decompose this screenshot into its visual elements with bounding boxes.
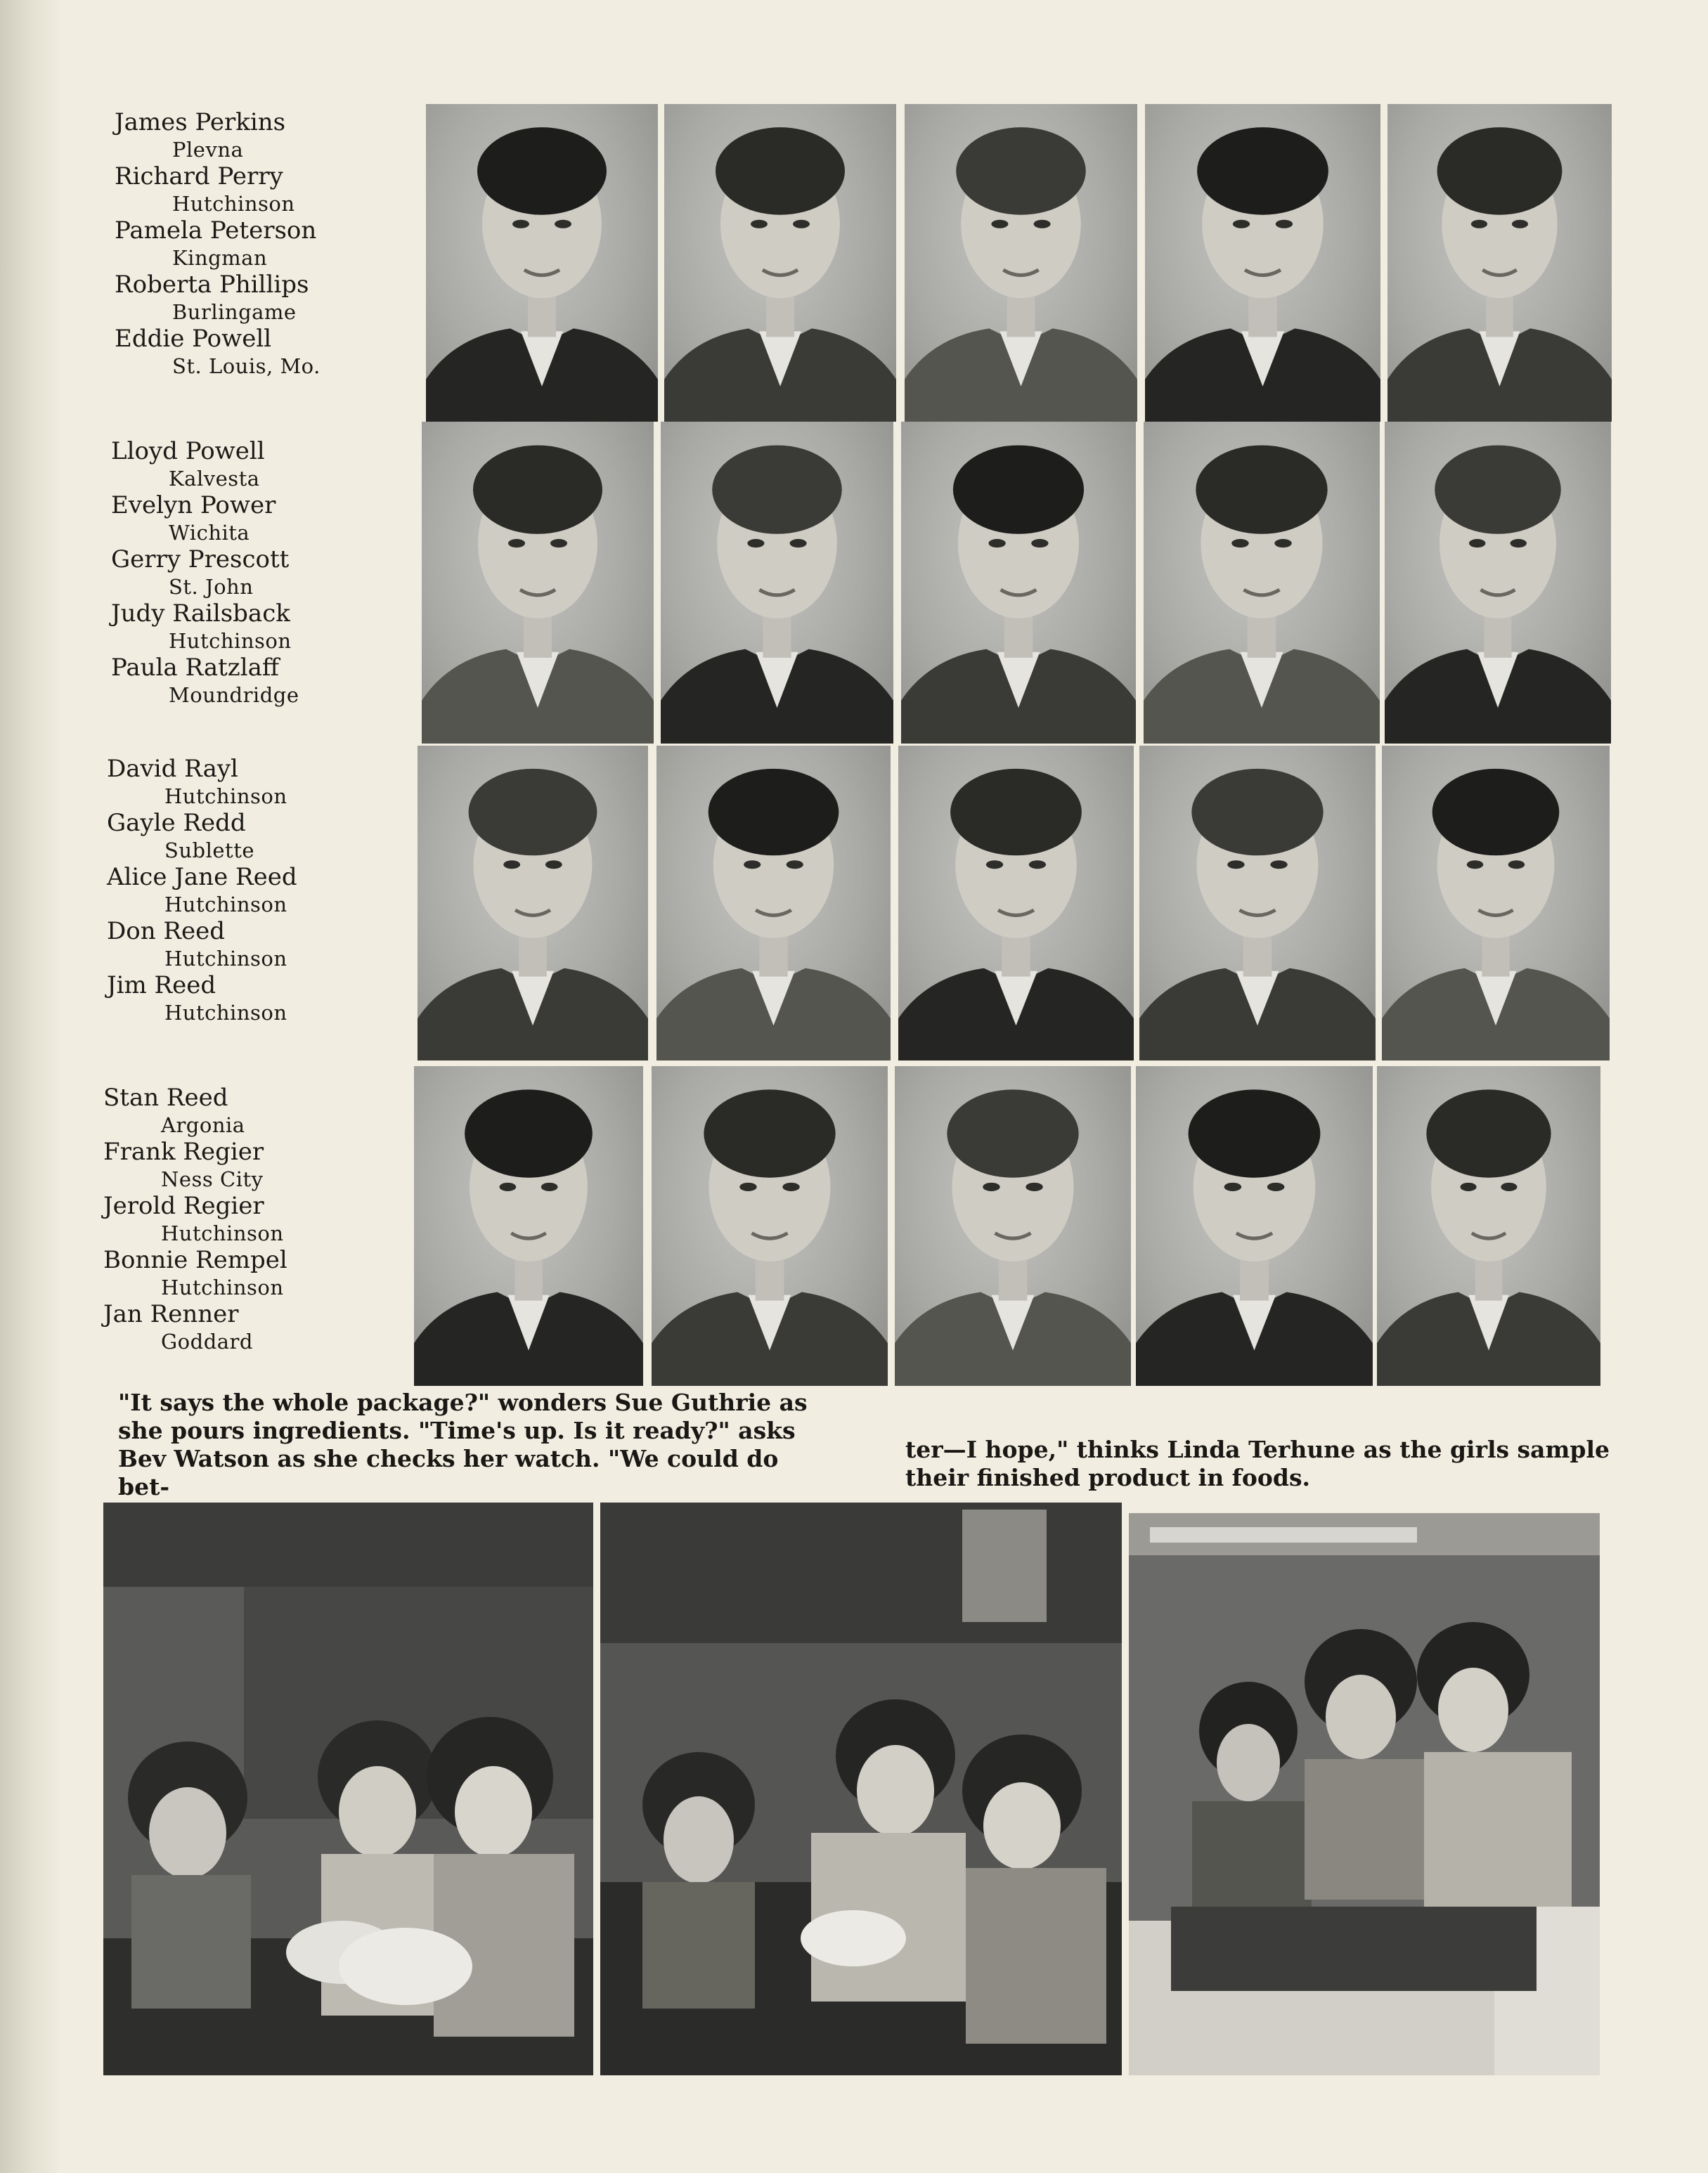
student-hometown: Goddard — [161, 1330, 253, 1354]
student-hometown: Wichita — [169, 521, 250, 545]
student-portrait — [426, 104, 658, 422]
student-name: David Rayl — [107, 755, 238, 783]
student-hometown: Hutchinson — [164, 1001, 287, 1025]
caption-line: "It says the whole package?" wonders Sue Guthrie as — [118, 1389, 808, 1416]
name-list-row-1 — [115, 109, 321, 380]
student-name: Judy Railsback — [111, 599, 290, 628]
student-name: Roberta Phillips — [115, 271, 309, 299]
student-portrait — [1377, 1066, 1600, 1386]
student-portrait — [901, 422, 1136, 744]
student-hometown: Hutchinson — [172, 192, 295, 216]
student-portrait — [418, 746, 648, 1060]
student-hometown: Plevna — [172, 138, 244, 162]
student-hometown: St. John — [169, 575, 254, 599]
student-hometown: Hutchinson — [164, 947, 287, 971]
student-name: Evelyn Power — [111, 491, 276, 519]
caption-line: their finished product in foods. — [905, 1464, 1311, 1491]
student-name: Gayle Redd — [107, 809, 246, 837]
student-name: Jim Reed — [107, 971, 216, 999]
student-name: Richard Perry — [115, 162, 283, 190]
student-portrait — [661, 422, 893, 744]
student-name: Pamela Peterson — [115, 216, 317, 245]
student-hometown: Moundridge — [169, 683, 299, 707]
student-name: Jan Renner — [103, 1300, 239, 1328]
student-portrait — [1385, 422, 1611, 744]
student-portrait — [1136, 1066, 1373, 1386]
candid-photo-timing — [600, 1503, 1122, 2075]
student-portrait — [1144, 422, 1380, 744]
student-name: Stan Reed — [103, 1084, 228, 1112]
student-hometown: Hutchinson — [161, 1221, 284, 1245]
student-name: James Perkins — [115, 108, 286, 136]
student-portrait — [414, 1066, 643, 1386]
student-name: Frank Regier — [103, 1138, 264, 1166]
student-portrait — [898, 746, 1134, 1060]
student-hometown: Sublette — [164, 838, 255, 862]
student-portrait — [652, 1066, 888, 1386]
caption-right — [905, 1436, 1615, 1492]
student-hometown: Burlingame — [172, 300, 297, 324]
student-hometown: Ness City — [161, 1167, 264, 1191]
student-portrait — [1145, 104, 1380, 422]
student-portrait — [1139, 746, 1376, 1060]
student-name: Paula Ratzlaff — [111, 654, 279, 682]
student-hometown: Hutchinson — [164, 893, 287, 916]
student-hometown: Hutchinson — [164, 784, 287, 808]
student-hometown: Kingman — [172, 246, 268, 270]
student-hometown: St. Louis, Mo. — [172, 354, 321, 378]
student-portrait — [1387, 104, 1612, 422]
student-name: Lloyd Powell — [111, 437, 265, 465]
student-portrait — [895, 1066, 1131, 1386]
caption-left — [118, 1389, 828, 1501]
student-portrait — [422, 422, 654, 744]
student-hometown: Hutchinson — [161, 1276, 284, 1299]
caption-line: she pours ingredients. "Time's up. Is it ready?" asks — [118, 1417, 796, 1444]
student-name: Eddie Powell — [115, 325, 272, 353]
student-name: Gerry Prescott — [111, 545, 290, 573]
student-hometown: Hutchinson — [169, 629, 292, 653]
name-list-row-2 — [111, 438, 299, 708]
name-list-row-3 — [107, 755, 297, 1026]
caption-line: ter—I hope," thinks Linda Terhune as the girls sample — [905, 1436, 1610, 1463]
student-portrait — [1382, 746, 1610, 1060]
student-portrait — [905, 104, 1137, 422]
student-name: Bonnie Rempel — [103, 1246, 287, 1274]
student-portrait — [656, 746, 891, 1060]
student-hometown: Argonia — [161, 1113, 245, 1137]
page-binding-edge — [0, 0, 59, 2173]
student-hometown: Kalvesta — [169, 467, 260, 491]
candid-photo-sampling — [1129, 1513, 1600, 2075]
student-name: Don Reed — [107, 917, 226, 945]
student-name: Alice Jane Reed — [107, 863, 297, 891]
student-name: Jerold Regier — [103, 1192, 264, 1220]
candid-photo-pouring — [103, 1503, 593, 2075]
caption-line: Bev Watson as she checks her watch. "We could do bet- — [118, 1445, 779, 1500]
student-portrait — [664, 104, 896, 422]
name-list-row-4 — [103, 1084, 287, 1355]
